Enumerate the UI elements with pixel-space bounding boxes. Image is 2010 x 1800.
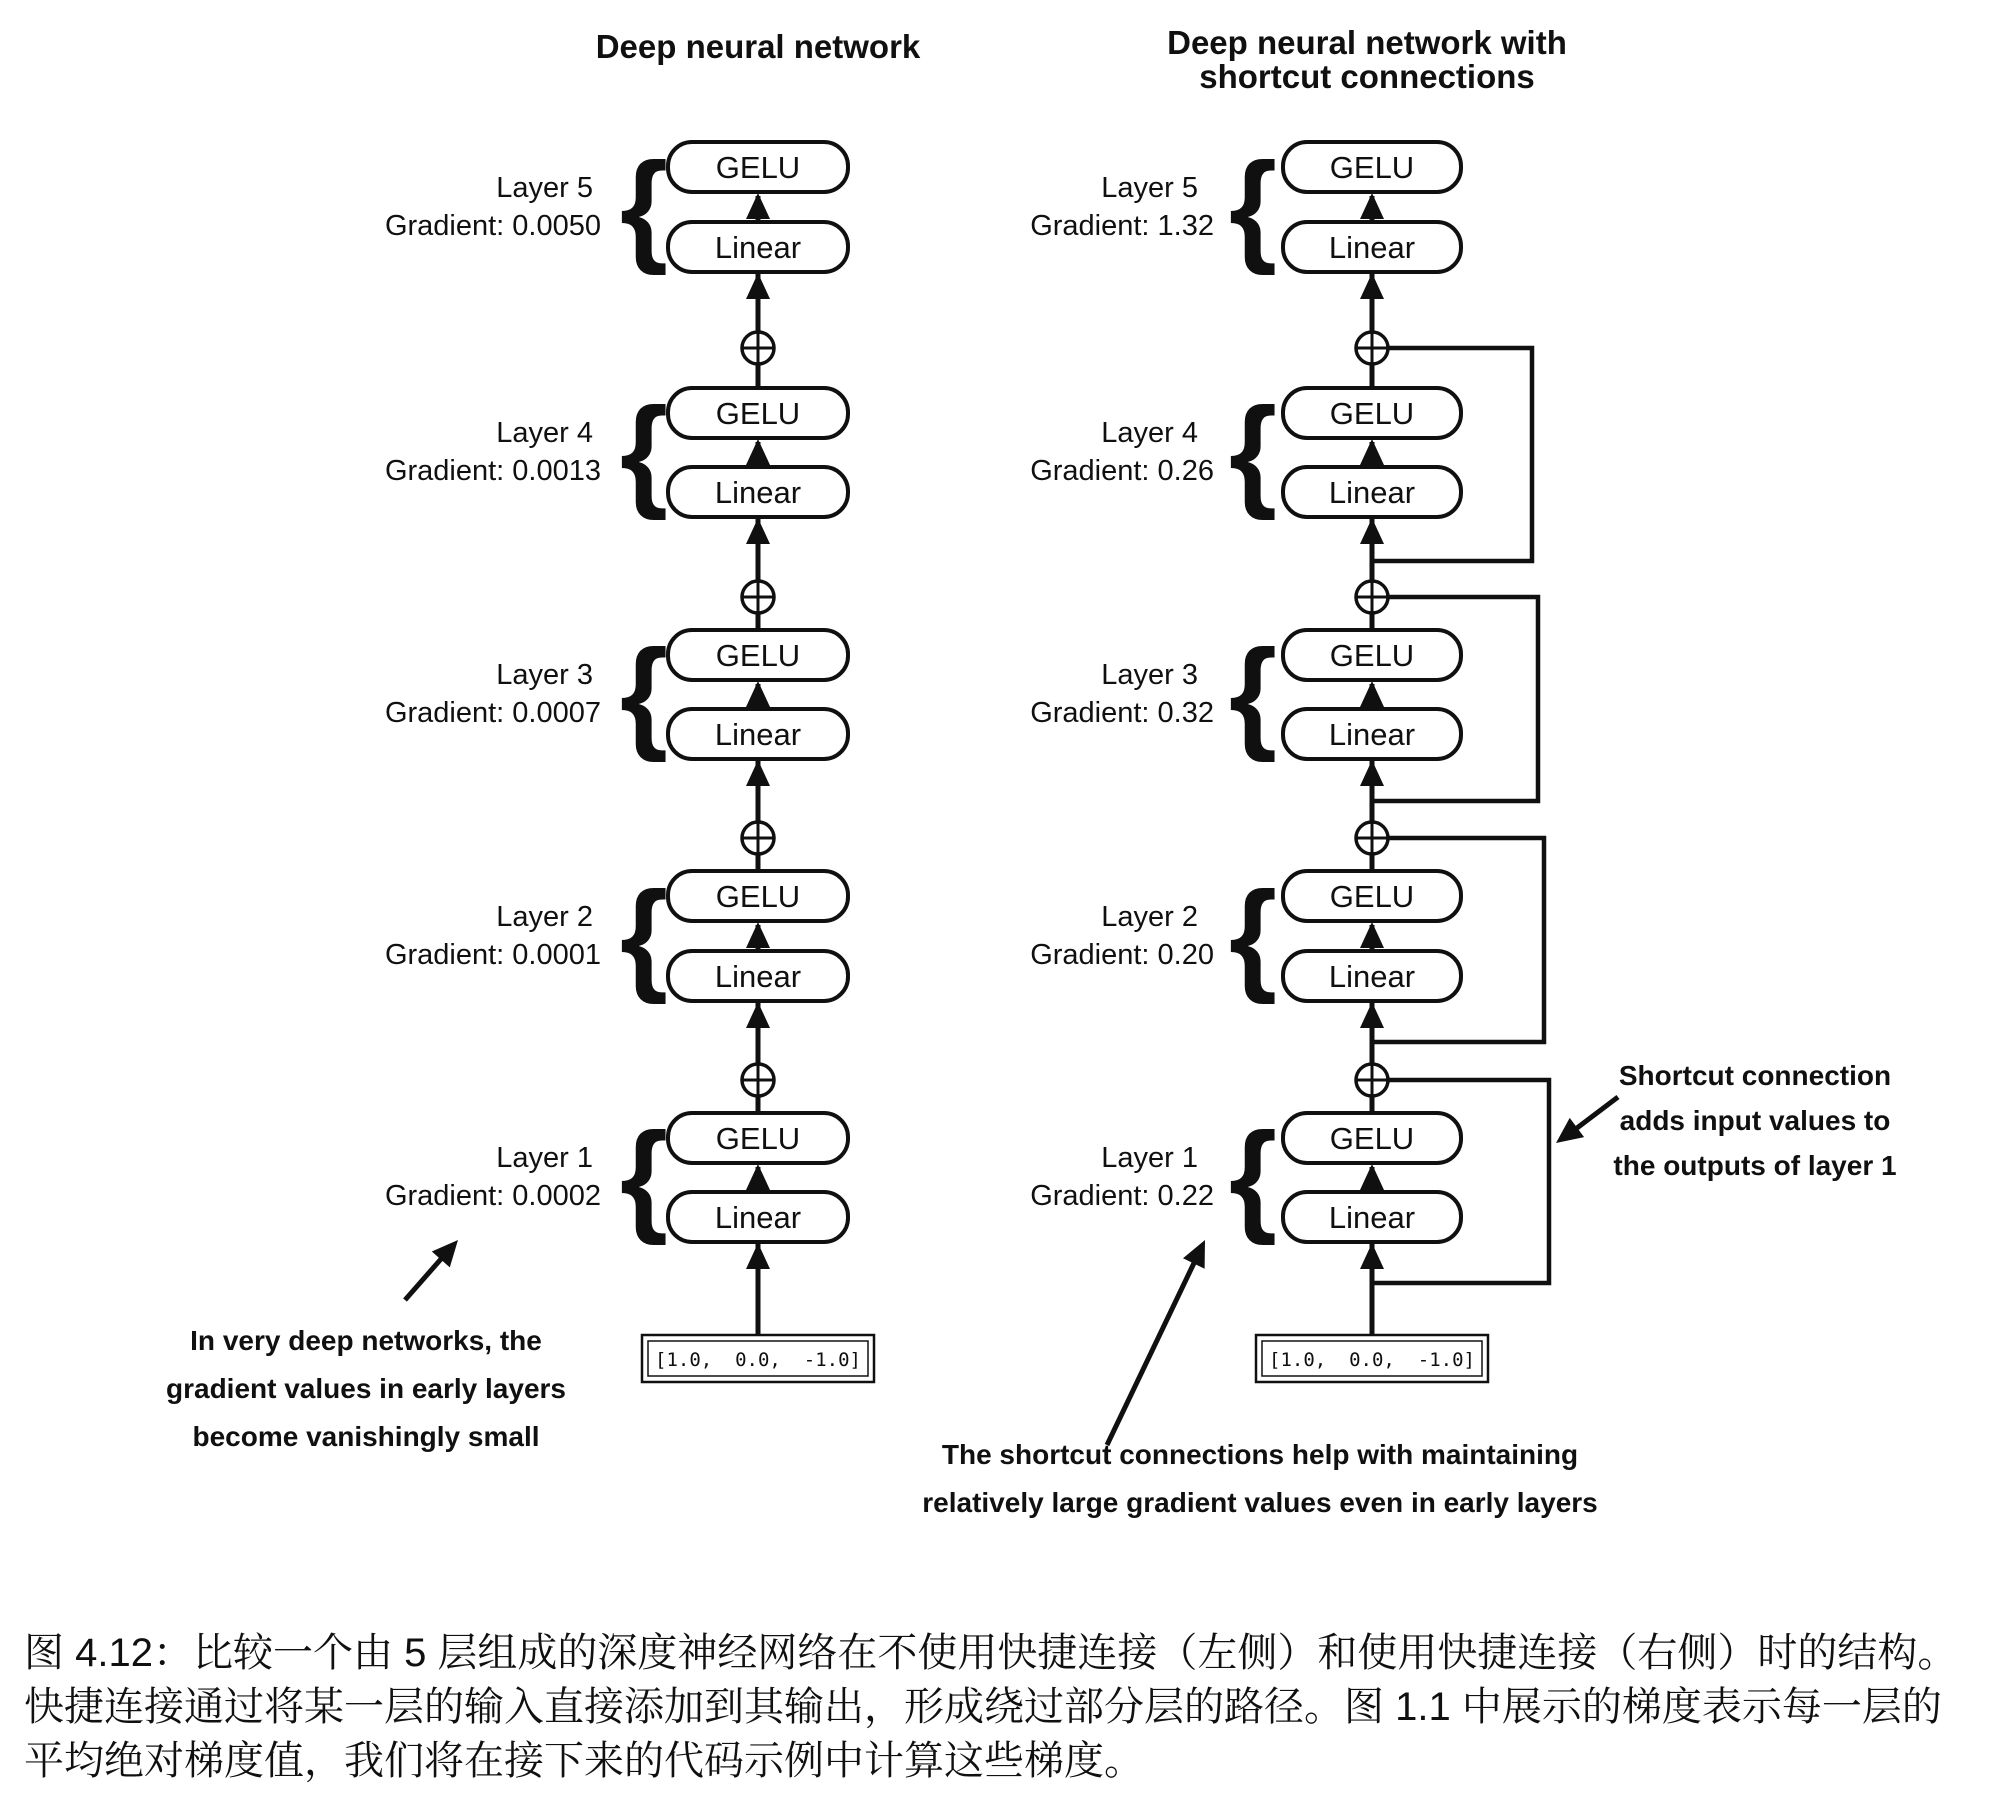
- left-diagram-title: Deep neural network: [595, 28, 921, 65]
- caption-line: 图 4.12：比较一个由 5 层组成的深度神经网络在不使用快捷连接（左侧）和使用快捷连接（右侧）时的结构。: [24, 1631, 1958, 1675]
- linear-box-label: Linear: [714, 475, 802, 510]
- layer-name-label: Layer 3: [1101, 659, 1198, 691]
- annotation-text-line: relatively large gradient values even in early layers: [922, 1487, 1598, 1518]
- brace-icon: {: [619, 138, 669, 276]
- right-diagram-title-line1: Deep neural network with: [1167, 24, 1567, 61]
- layer-gradient-label: Gradient: 0.22: [1030, 1180, 1214, 1212]
- linear-box-label: Linear: [714, 959, 802, 994]
- input-vector-label: [1.0, 0.0, -1.0]: [1269, 1349, 1475, 1371]
- layer-gradient-label: Gradient: 0.0001: [384, 939, 601, 971]
- gelu-box-label: GELU: [715, 1121, 801, 1156]
- brace-icon: {: [1228, 625, 1278, 763]
- annotation-text-line: gradient values in early layers: [166, 1373, 566, 1404]
- layer-name-label: Layer 1: [496, 1142, 593, 1174]
- gelu-box-label: GELU: [715, 879, 801, 914]
- layer-name-label: Layer 2: [496, 901, 593, 933]
- layer-name-label: Layer 5: [1101, 172, 1198, 204]
- annotation-text-line: adds input values to: [1619, 1105, 1891, 1136]
- layer-name-label: Layer 2: [1101, 901, 1198, 933]
- add-icon: [742, 822, 774, 854]
- gelu-box-label: GELU: [1329, 396, 1415, 431]
- brace-icon: {: [1228, 138, 1278, 276]
- layer-name-label: Layer 3: [496, 659, 593, 691]
- brace-icon: {: [1228, 867, 1278, 1005]
- linear-box-label: Linear: [714, 717, 802, 752]
- layer-name-label: Layer 5: [496, 172, 593, 204]
- annotation-text-line: In very deep networks, the: [190, 1325, 542, 1356]
- annotation-text-line: the outputs of layer 1: [1613, 1150, 1897, 1181]
- brace-icon: {: [619, 625, 669, 763]
- layer-name-label: Layer 4: [496, 417, 593, 449]
- linear-box-label: Linear: [714, 230, 802, 265]
- brace-icon: {: [619, 383, 669, 521]
- brace-icon: {: [619, 1108, 669, 1246]
- add-icon: [742, 581, 774, 613]
- add-icon: [742, 332, 774, 364]
- gelu-box-label: GELU: [1329, 1121, 1415, 1156]
- gelu-box-label: GELU: [715, 396, 801, 431]
- layer-name-label: Layer 4: [1101, 417, 1198, 449]
- linear-box-label: Linear: [1328, 230, 1416, 265]
- add-icon: [1356, 581, 1388, 613]
- input-vector-label: [1.0, 0.0, -1.0]: [655, 1349, 861, 1371]
- caption-line: 快捷连接通过将某一层的输入直接添加到其输出，形成绕过部分层的路径。图 1.1 中展示的梯度表示每一层的: [24, 1685, 1942, 1729]
- gelu-box-label: GELU: [715, 150, 801, 185]
- layer-gradient-label: Gradient: 0.0050: [384, 210, 601, 242]
- gelu-box-label: GELU: [715, 638, 801, 673]
- layer-gradient-label: Gradient: 0.0002: [384, 1180, 601, 1212]
- gelu-box-label: GELU: [1329, 150, 1415, 185]
- caption-line: 平均绝对梯度值，我们将在接下来的代码示例中计算这些梯度。: [24, 1739, 1144, 1783]
- gelu-box-label: GELU: [1329, 879, 1415, 914]
- add-icon: [1356, 822, 1388, 854]
- layer-name-label: Layer 1: [1101, 1142, 1198, 1174]
- brace-icon: {: [619, 867, 669, 1005]
- annotation-text-line: Shortcut connection: [1618, 1060, 1892, 1091]
- layer-gradient-label: Gradient: 0.32: [1030, 697, 1214, 729]
- linear-box-label: Linear: [1328, 475, 1416, 510]
- brace-icon: {: [1228, 383, 1278, 521]
- annotation-text-line: The shortcut connections help with maintaining: [941, 1439, 1579, 1470]
- linear-box-label: Linear: [1328, 717, 1416, 752]
- gelu-box-label: GELU: [1329, 638, 1415, 673]
- add-icon: [1356, 1064, 1388, 1096]
- linear-box-label: Linear: [714, 1200, 802, 1235]
- annotation-text-line: become vanishingly small: [192, 1421, 540, 1452]
- layer-gradient-label: Gradient: 0.26: [1030, 455, 1214, 487]
- add-icon: [742, 1064, 774, 1096]
- linear-box-label: Linear: [1328, 1200, 1416, 1235]
- linear-box-label: Linear: [1328, 959, 1416, 994]
- add-icon: [1356, 332, 1388, 364]
- layer-gradient-label: Gradient: 0.20: [1030, 939, 1214, 971]
- layer-gradient-label: Gradient: 0.0007: [384, 697, 601, 729]
- layer-gradient-label: Gradient: 0.0013: [384, 455, 601, 487]
- brace-icon: {: [1228, 1108, 1278, 1246]
- right-diagram-title-line2: shortcut connections: [1199, 58, 1535, 95]
- layer-gradient-label: Gradient: 1.32: [1030, 210, 1214, 242]
